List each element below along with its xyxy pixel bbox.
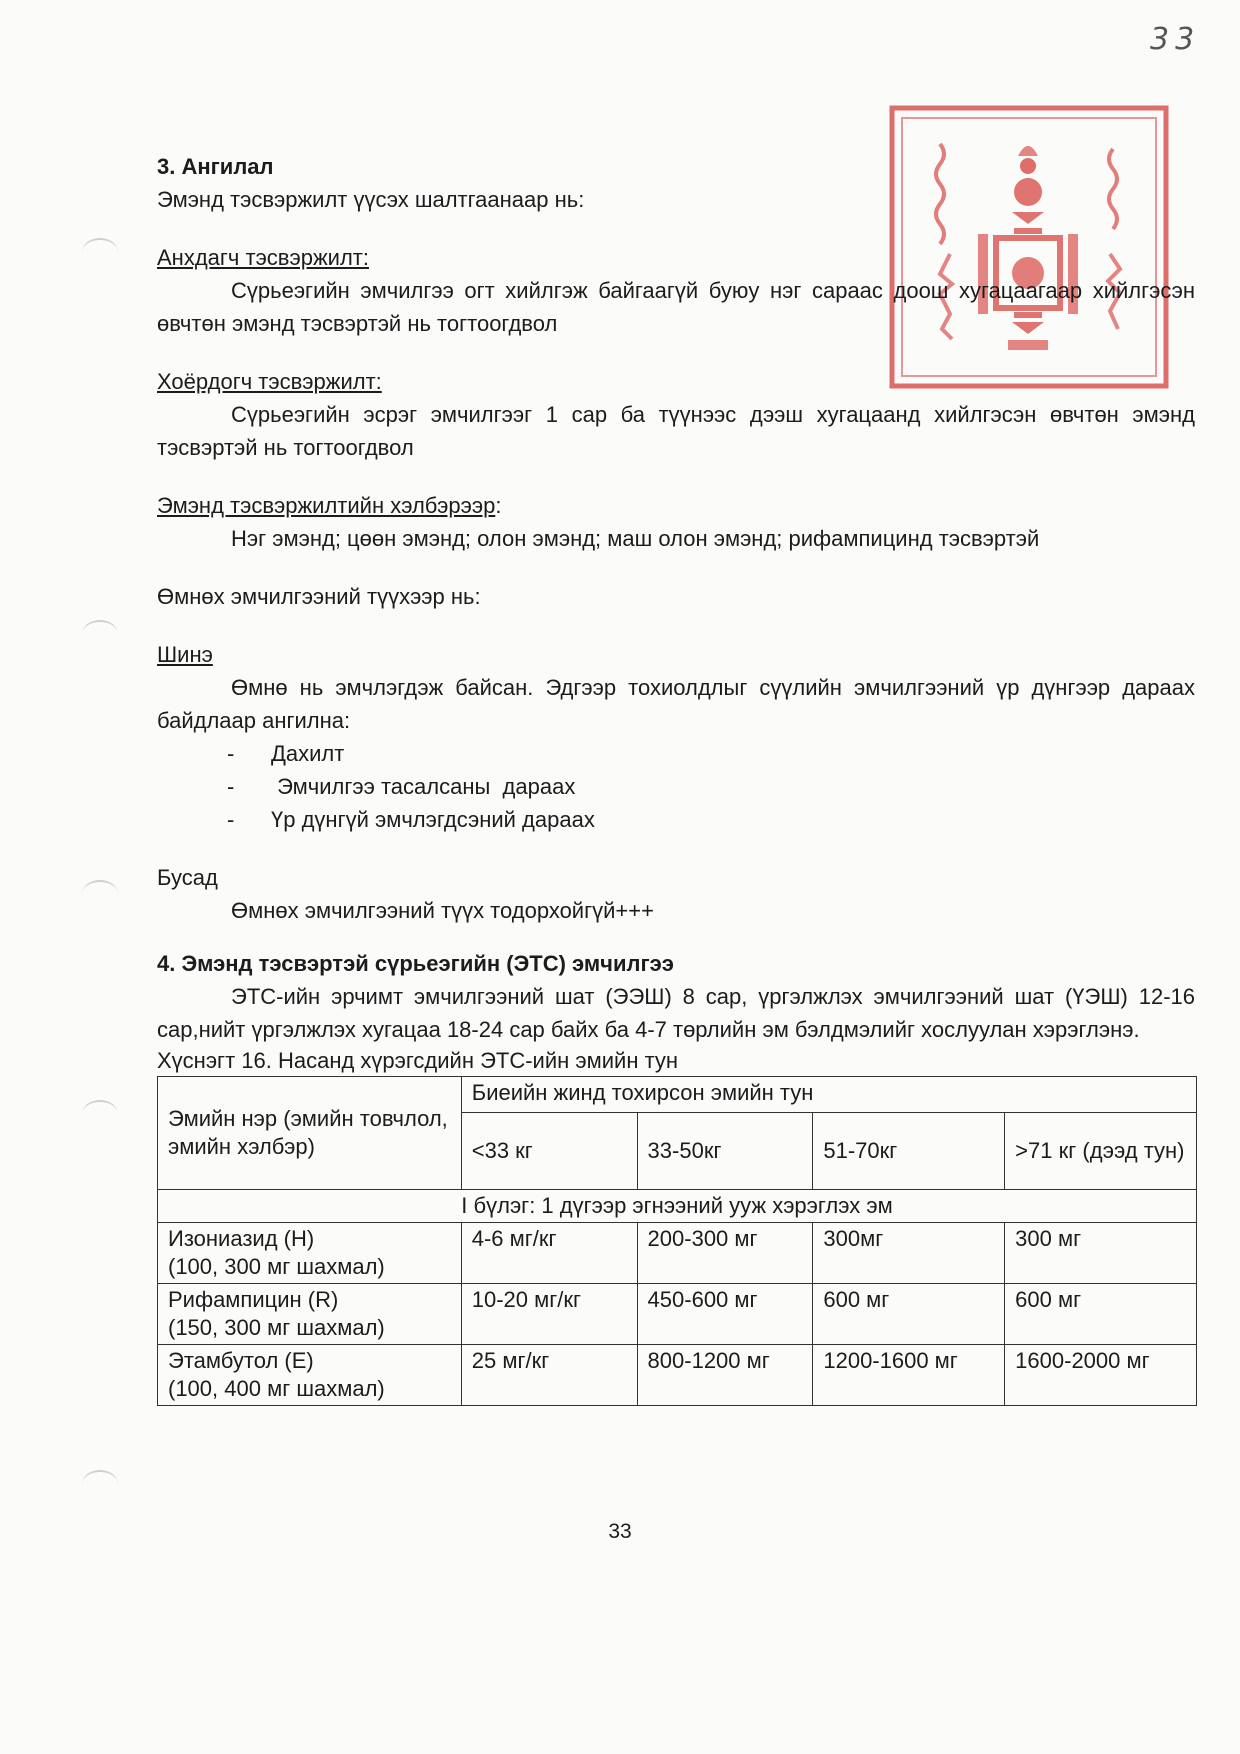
handwritten-page-number: 33 [1150,22,1201,57]
list-item: - Үр дүнгүй эмчлэгдсэний дараах [227,807,595,832]
dose-cell: 10-20 мг/кг [461,1284,637,1345]
new-case-text: Өмнө нь эмчлэгдэж байсан. Эдгээр тохиолдлыг сүүлийн эмчилгээний үр дүнгээр дараах байдлаар ангилна: [157,675,1195,733]
dose-cell: 25 мг/кг [461,1345,637,1406]
page-number: 33 [608,1520,632,1543]
section-4-text: ЭТС-ийн эрчимт эмчилгээний шат (ЭЭШ) 8 сар, үргэлжлэх эмчилгээний шат (ҮЭШ) 12-16 сар,нийт үргэлжлэх хугацаа 18-24 сар байх ба 4-7 төрлийн эм бэлдмэлийг хослуулан хэрэглэнэ. [157,984,1195,1042]
document-body [157,150,1195,1406]
table-group-row [158,1190,1197,1223]
table-row [158,1284,1197,1345]
dose-cell: 450-600 мг [637,1284,813,1345]
section-4-title: 4. Эмэнд тэсвэртэй сүрьеэгийн (ЭТС) эмчилгээ [157,951,674,976]
drug-name-cell: Изониазид (H) (100, 300 мг шахмал) [158,1223,462,1284]
previous-treatment-list [157,737,1195,836]
section-3-title: 3. Ангилал [157,154,274,179]
dose-cell: 4-6 мг/кг [461,1223,637,1284]
dosage-table [157,1076,1197,1406]
list-item: - Эмчилгээ тасалсаны дараах [227,774,576,799]
punch-hole-mark [82,880,118,908]
dose-cell: 300мг [813,1223,1005,1284]
resistance-form-heading-line [157,489,1195,522]
resistance-form-colon: : [495,493,502,518]
dose-cell: 600 мг [813,1284,1005,1345]
table-caption: Хүснэгт 16. Насанд хүрэгсдийн ЭТС-ийн эмийн тун [157,1048,679,1073]
dose-cell: 600 мг [1005,1284,1197,1345]
table-header-row [158,1077,1197,1113]
drug-name-cell: Рифампицин (R) (150, 300 мг шахмал) [158,1284,462,1345]
drug-name-cell: Этамбутол (E) (100, 400 мг шахмал) [158,1345,462,1406]
table-row [158,1223,1197,1284]
weight-col-header: 33-50кг [637,1113,813,1190]
weight-col-header: >71 кг (дээд тун) [1005,1113,1197,1190]
weight-header-cell: Биеийн жинд тохирсон эмийн тун [461,1077,1196,1113]
history-intro: Өмнөх эмчилгээний түүхээр нь: [157,584,481,609]
secondary-resistance-heading: Хоёрдогч тэсвэржилт: [157,369,382,394]
table-row [158,1345,1197,1406]
dose-cell: 800-1200 мг [637,1345,813,1406]
dose-cell: 1600-2000 мг [1005,1345,1197,1406]
dose-cell: 300 мг [1005,1223,1197,1284]
section-3-intro: Эмэнд тэсвэржилт үүсэх шалтгаанаар нь: [157,187,585,212]
list-item: - Дахилт [227,741,345,766]
resistance-form-text: Нэг эмэнд; цөөн эмэнд; олон эмэнд; маш олон эмэнд; рифампицинд тэсвэртэй [231,526,1040,551]
dose-cell: 1200-1600 мг [813,1345,1005,1406]
other-case-heading: Бусад [157,865,218,890]
dose-cell: 200-300 мг [637,1223,813,1284]
weight-col-header: 51-70кг [813,1113,1005,1190]
group-1-label: I бүлэг: 1 дүгээр эгнээний ууж хэрэглэх эм [158,1190,1197,1223]
resistance-form-heading: Эмэнд тэсвэржилтийн хэлбэрээр [157,493,496,518]
secondary-resistance-text: Сүрьеэгийн эсрэг эмчилгээг 1 сар ба түүнээс дээш хугацаанд хийлгэсэн өвчтөн эмэнд тэсвэртэй нь тогтоогдвол [157,402,1195,460]
new-case-heading: Шинэ [157,642,213,667]
punch-hole-mark [82,1100,118,1128]
weight-col-header: <33 кг [461,1113,637,1190]
punch-hole-mark [82,1470,118,1498]
punch-hole-mark [82,620,118,648]
other-case-text: Өмнөх эмчилгээний түүх тодорхойгүй+++ [231,898,654,923]
primary-resistance-text: Сүрьеэгийн эмчилгээ огт хийлгэж байгаагүй буюу нэг сараас доош хугацаагаар хийлгэсэн өвчтөн эмэнд тэсвэртэй нь тогтоогдвол [157,278,1195,336]
punch-hole-mark [82,238,118,266]
primary-resistance-heading: Анхдагч тэсвэржилт: [157,245,369,270]
drug-header-cell: Эмийн нэр (эмийн товчлол, эмийн хэлбэр) [158,1077,462,1190]
